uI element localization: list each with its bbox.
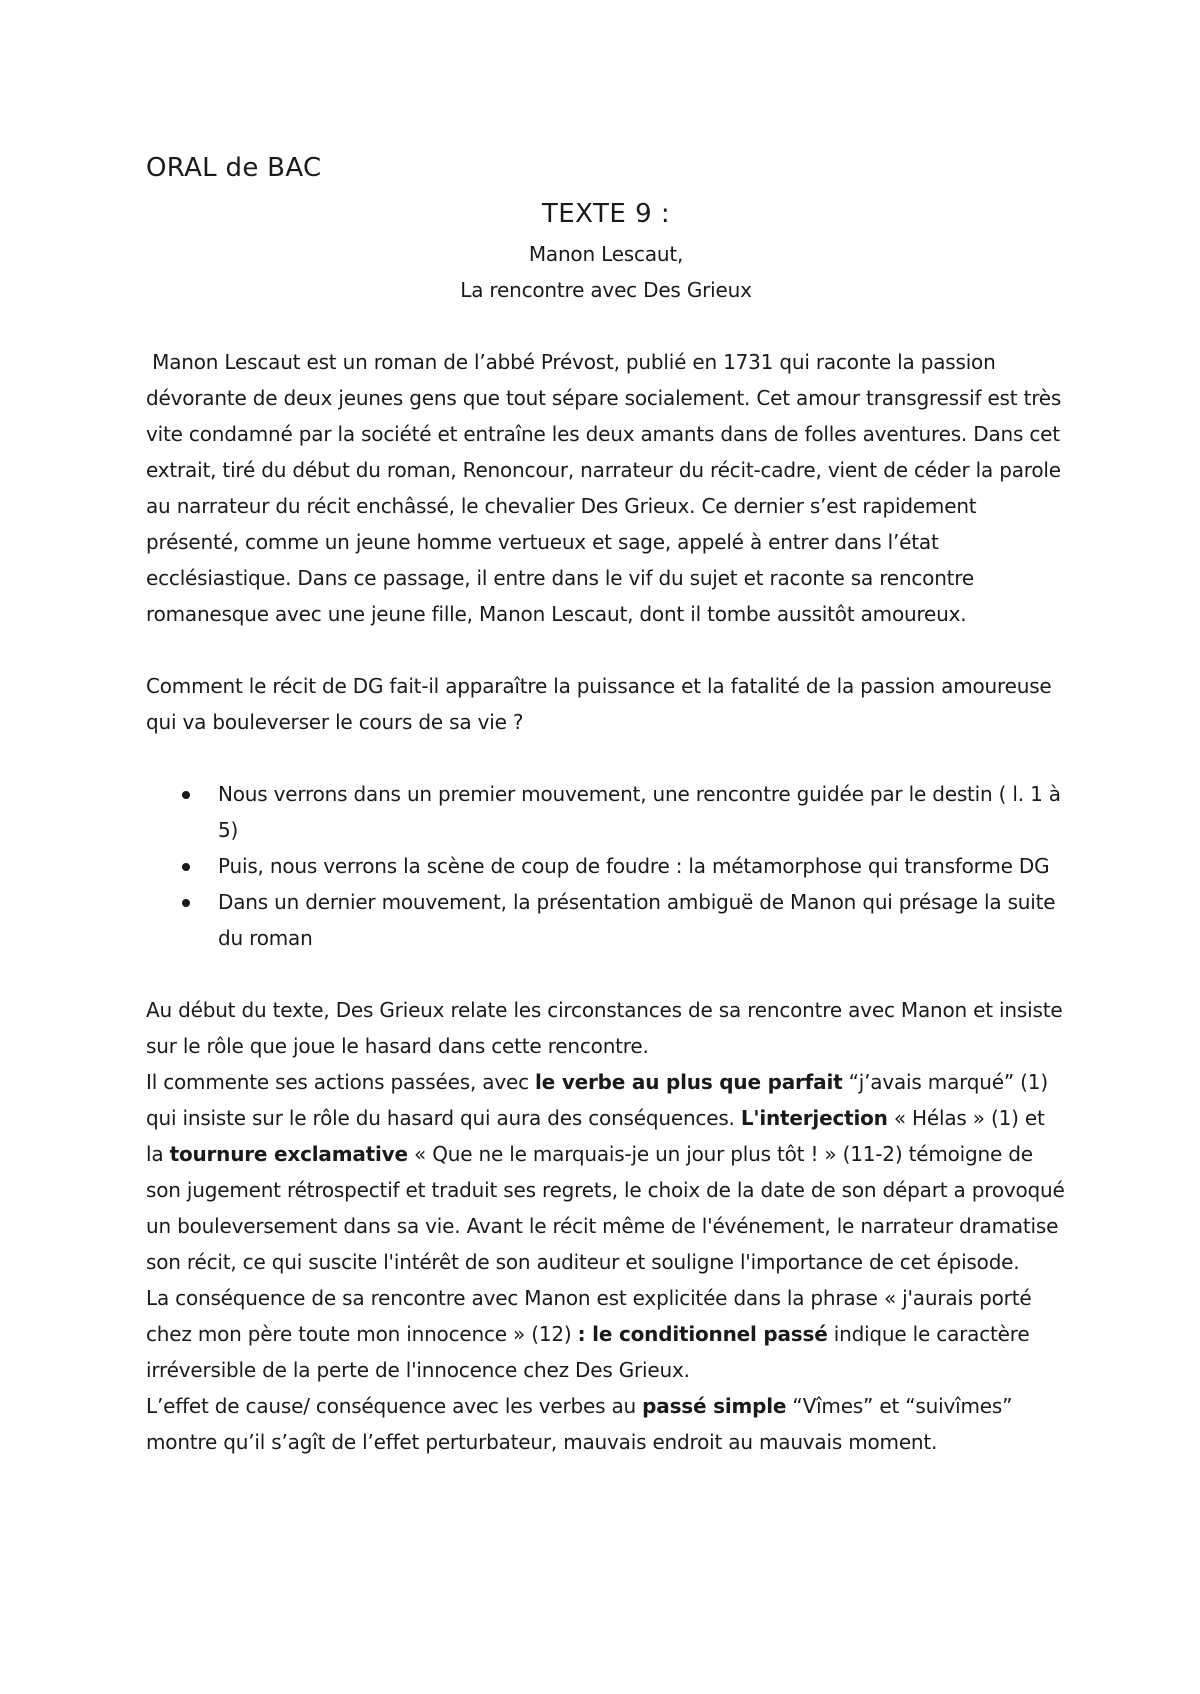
- analysis-paragraph-3: [146, 1280, 1066, 1388]
- plan-item: [218, 848, 1066, 884]
- analysis-text: Il commente ses actions passées, avec: [146, 1070, 536, 1094]
- analysis-text: indique le caractère irréversible de la perte de l'innocence chez Des Grieux.: [146, 1322, 1030, 1382]
- analysis-paragraph-4: [146, 1388, 1066, 1460]
- problematique-paragraph: Comment le récit de DG fait-il apparaître la puissance et la fatalité de la passion amoureuse qui va bouleverser le cours de sa vie ?: [146, 674, 1052, 734]
- plan-item-text: Nous verrons dans un premier mouvement, une rencontre guidée par le destin ( l. 1 à 5): [218, 782, 1061, 842]
- spacer: [146, 740, 1066, 776]
- analysis-text: « Que ne le marquais-je un jour plus tôt ! » (11-2) témoigne de son jugement rétrospectif et traduit ses regrets, le choix de la date de son départ a provoqué un bouleversement dans sa vie. Avant le récit même de l'événement, le narrateur dramatise son récit, ce qui suscite l'intérêt de son auditeur et souligne l'importance de cet épisode.: [146, 1142, 1065, 1274]
- analysis-text: L’effet de cause/ conséquence avec les verbes au: [146, 1394, 643, 1418]
- plan-item: [218, 884, 1066, 956]
- emphasis-passe-simple: passé simple: [642, 1394, 787, 1418]
- bullet-icon: [182, 863, 190, 871]
- extract-title: La rencontre avec Des Grieux: [460, 278, 752, 302]
- analysis-text: “Vîmes” et “suivîmes” montre qu’il s’agît de l’effet perturbateur, mauvais endroit au mauvais moment.: [146, 1394, 1013, 1454]
- plan-list: [146, 776, 1066, 956]
- document-content: [146, 150, 1066, 1460]
- analysis-paragraph-1: Au début du texte, Des Grieux relate les circonstances de sa rencontre avec Manon et insiste sur le rôle que joue le hasard dans cette rencontre.: [146, 998, 1063, 1058]
- bullet-icon: [182, 791, 190, 799]
- emphasis-interjection: L'interjection: [740, 1106, 888, 1130]
- plan-item-text: Dans un dernier mouvement, la présentation ambiguë de Manon qui présage la suite du roman: [218, 890, 1056, 950]
- spacer: [146, 956, 1066, 992]
- analysis-text: « Hélas » (1) et la: [146, 1106, 1045, 1166]
- analysis-text: La conséquence de sa rencontre avec Manon est explicitée dans la phrase « j'aurais porté chez mon père toute mon innocence » (12): [146, 1286, 1032, 1346]
- plan-item: [218, 776, 1066, 848]
- emphasis-tournure-exclamative: tournure exclamative: [169, 1142, 408, 1166]
- emphasis-plus-que-parfait: le verbe au plus que parfait: [535, 1070, 843, 1094]
- bullet-icon: [182, 899, 190, 907]
- document-title: ORAL de BAC: [146, 153, 322, 183]
- introduction-paragraph: Manon Lescaut est un roman de l’abbé Prévost, publié en 1731 qui raconte la passion dévorante de deux jeunes gens que tout sépare socialement. Cet amour transgressif est très vite condamné par la société et entraîne les deux amants dans de folles aventures. Dans cet extrait, tiré du début du roman, Renoncour, narrateur du récit-cadre, vient de céder la parole au narrateur du récit enchâssé, le chevalier Des Grieux. Ce dernier s’est rapidement présenté, comme un jeune homme vertueux et sage, appelé à entrer dans l’état ecclésiastique. Dans ce passage, il entre dans le vif du sujet et raconte sa rencontre romanesque avec une jeune fille, Manon Lescaut, dont il tombe aussitôt amoureux.: [146, 350, 1068, 626]
- text-number-title: TEXTE 9 :: [541, 199, 671, 229]
- analysis-text: “j’avais marqué” (1) qui insiste sur le rôle du hasard qui aura des conséquences.: [146, 1070, 1048, 1130]
- emphasis-conditionnel-passe: : le conditionnel passé: [577, 1322, 828, 1346]
- work-title: Manon Lescaut,: [528, 242, 684, 266]
- spacer: [146, 308, 1066, 344]
- spacer: [146, 632, 1066, 668]
- analysis-paragraph-2: [146, 1064, 1066, 1280]
- plan-item-text: Puis, nous verrons la scène de coup de foudre : la métamorphose qui transforme DG: [218, 854, 1050, 878]
